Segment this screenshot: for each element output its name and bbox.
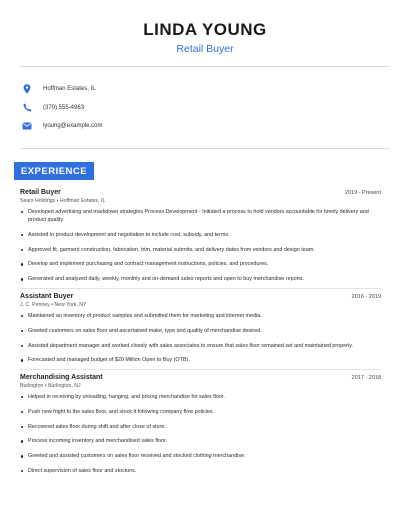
job-divider (20, 288, 381, 289)
job-entry (20, 293, 381, 364)
job-dates: 2019 - Present (344, 190, 381, 196)
contact-email-text: lyoung@example.com (43, 123, 103, 130)
location-pin-icon (22, 84, 32, 94)
job-bullet: Direct supervision of sales floor and stockers. (20, 467, 381, 475)
job-bullets (20, 312, 381, 365)
job-bullet: Assisted department manager and worked closely with sales associates to ensure that sales floor remained set and maintained properly. (20, 342, 381, 350)
job-title: Merchandising Assistant (20, 374, 103, 382)
job-dates: 2016 - 2019 (351, 294, 381, 301)
job-bullet: Generated and analyzed daily, weekly, monthly and on-demand sales reports and open to buy merchandise reports. (20, 275, 381, 283)
contact-location (20, 80, 102, 99)
job-bullet: Develop and implement purchasing and contract management instructions, policies, and procedures. (20, 260, 381, 268)
job-location: Hoffman Estates, IL (59, 197, 106, 204)
job-entry (20, 189, 381, 284)
job-bullet: Greeted customers on sales floor and ascertained make, type and quality of merchandise desired. (20, 327, 381, 335)
candidate-name: LINDA YOUNG (143, 20, 267, 39)
job-company-line: J. C. Penney • New York, NY (20, 301, 87, 308)
job-bullet: Helped in receiving by unloading, hanging, and pricing merchandise for sales floor. (20, 393, 381, 401)
job-bullet: Push new fright to the sales floor, and stock it following company flow policies. (20, 408, 381, 416)
job-title: Retail Buyer (20, 189, 61, 196)
contact-location-text: Hoffman Estates, IL (43, 86, 96, 93)
job-bullet: Approved fit, garment construction, fabrication, trim, material submits, and delivery dates from vendors and design team. (20, 246, 381, 254)
candidate-title: Retail Buyer (176, 43, 234, 55)
contact-phone-text: (370) 555-4963 (43, 104, 85, 111)
job-company: Burlington (20, 382, 44, 389)
contact-list (20, 80, 102, 136)
job-location: New York, NY (54, 301, 87, 308)
job-entry (20, 374, 381, 475)
job-company: J. C. Penney (20, 301, 50, 308)
email-icon (22, 121, 32, 131)
job-bullet: Developed advertising and markdown strategies Process Development - Initiated a process to hold vendors accountable for timely delivery and product quality. (20, 208, 381, 225)
job-dates: 2017 - 2018 (351, 375, 381, 382)
job-divider (20, 369, 381, 370)
section-heading-experience: EXPERIENCE (14, 162, 94, 180)
job-title: Assistant Buyer (20, 293, 74, 301)
header-divider (20, 66, 390, 67)
job-bullet: Maintained an inventory of product samples and submitted them for marketing and internet media. (20, 312, 381, 320)
job-bullet: Process incoming inventory and merchandised sales floor. (20, 437, 381, 445)
job-bullet: Recovered sales floor during shift and after close of store. (20, 423, 381, 431)
contact-email[interactable] (20, 117, 102, 136)
job-bullets (20, 208, 381, 284)
job-bullet: Assisted in product development and negotiation to include cost, subsidy, and terms. (20, 231, 381, 239)
job-location: Burlington, NJ (48, 382, 81, 389)
contact-phone (20, 99, 102, 118)
job-bullet: Forecasted and managed budget of $20 Million Open to Buy (OTB). (20, 356, 381, 364)
contact-divider (20, 148, 390, 149)
resume-header (0, 0, 410, 56)
job-company-line: Burlington • Burlington, NJ (20, 382, 81, 389)
job-bullet: Greeted and assisted customers on sales floor received and stocked clothing merchandise. (20, 452, 381, 460)
phone-icon (22, 103, 32, 113)
experience-list (20, 189, 381, 482)
job-company: Sears Holdings (20, 197, 56, 204)
job-bullets (20, 393, 381, 476)
job-company-line: Sears Holdings • Hoffman Estates, IL (20, 197, 106, 204)
